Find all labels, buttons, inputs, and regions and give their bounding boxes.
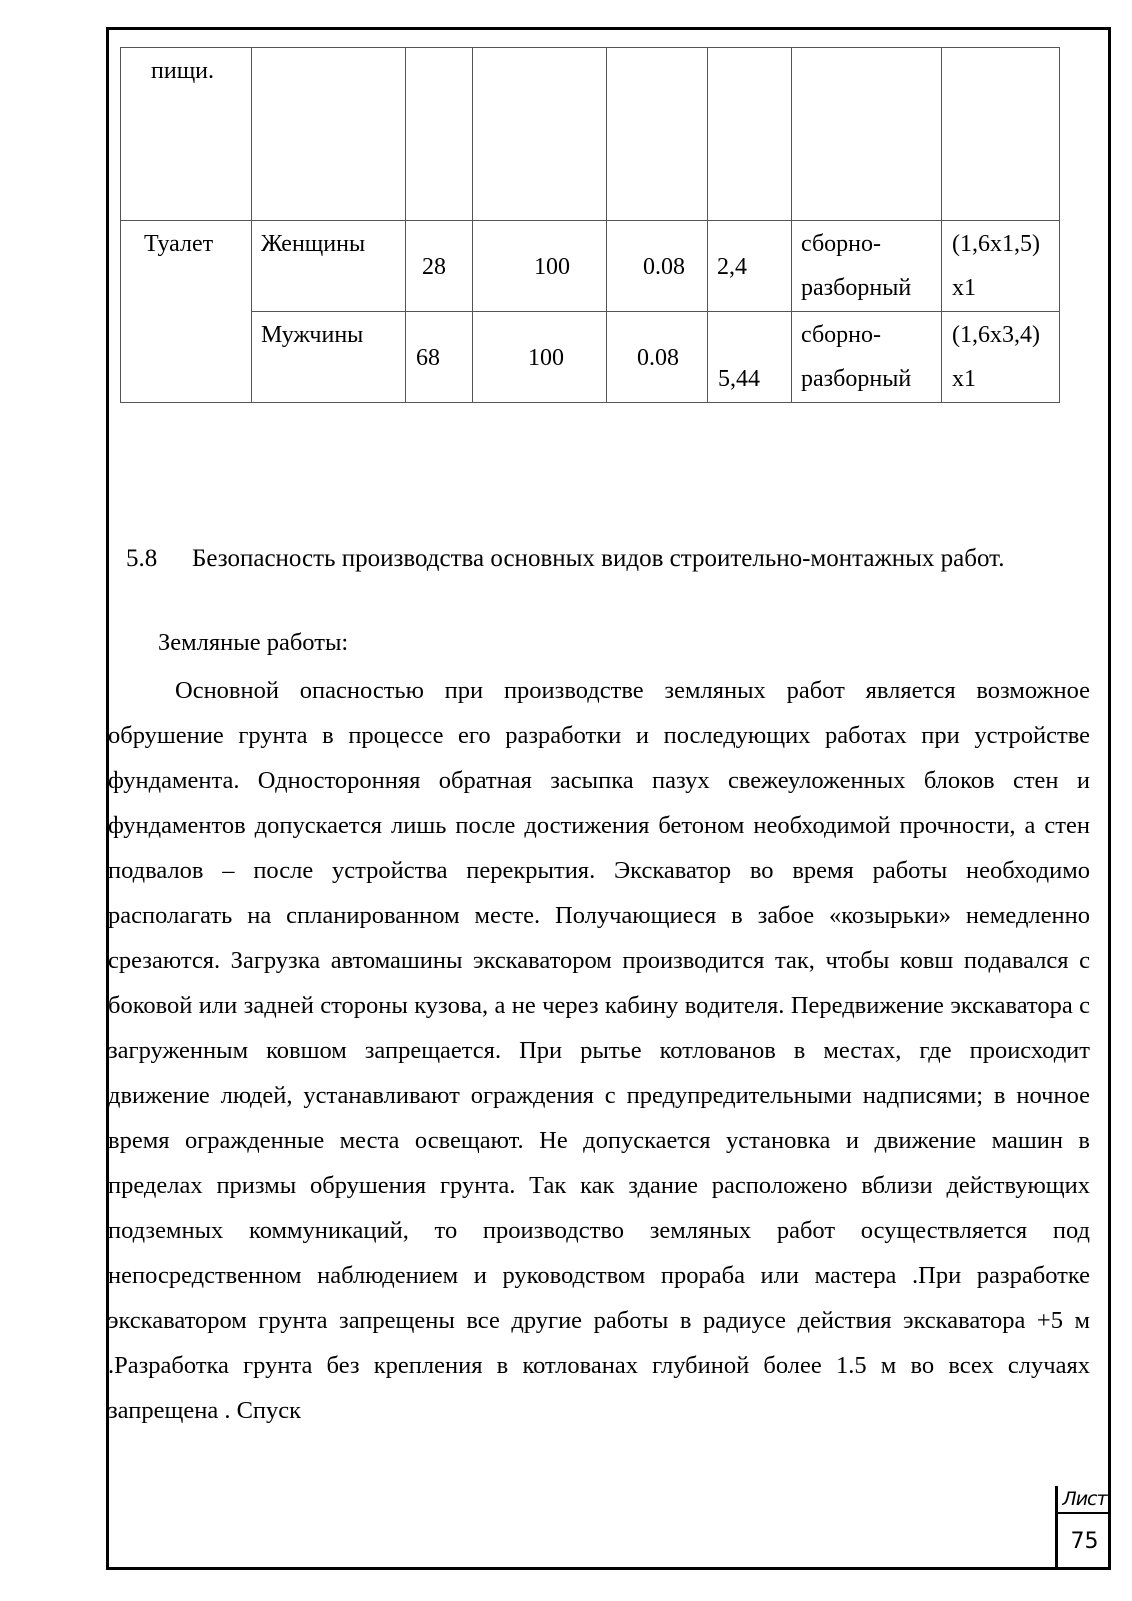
men-percent: 100	[528, 345, 564, 371]
women-area: 2,4	[717, 254, 747, 280]
women-coef: 0.08	[643, 254, 685, 280]
table-cell	[121, 221, 252, 403]
paragraph-text: Основной опасностью при производстве земляных работ является возможное обрушение грунта в процессе его разработки и последующих работах при устройстве фундамента. Односторонняя обратная засыпка пазух свежеуложенных блоков стен и фундаментов допускается лишь после достижения бетоном необходимой прочности, а стен подвалов – после устройства перекрытия. Экскаватор во время работы необходимо располагать на спланированном месте. Получающиеся в забое «козырьки» немедленно срезаются. Загрузка автомашины экскаватором производится так, чтобы ковш подавался с боковой или задней стороны кузова, а не через кабину водителя. Передвижение экскаватора с загруженным ковшом запрещается. При рытье котлованов в местах, где происходит движение людей, устанавливают ограждения с предупредительными надписями; в ночное время огражденные места освещают. Не допускается установка и движение машин в пределах призмы обрушения грунта. Так как здание расположено вблизи действующих подземных коммуникаций, то производство земляных работ осуществляется под непосредственном наблюдением и руководством прораба или мастера .При разработке экскаватором грунта запрещены все другие работы в радиусе действия экскаватора +5 м .Разработка грунта без крепления в котлованах глубиной более 1.5 м во всех случаях запрещена . Спуск	[108, 677, 1090, 1424]
women-size-line1: (1,6x1,5)	[952, 231, 1040, 257]
body-paragraph	[108, 668, 1090, 1433]
subheading: Земляные работы:	[158, 629, 349, 656]
section-title: Безопасность производства основных видов строительно-монтажных работ.	[192, 545, 1005, 572]
women-count: 28	[422, 254, 446, 280]
sheet-label: Лист	[1055, 1486, 1111, 1514]
men-size-line1: (1,6x3,4)	[952, 322, 1040, 348]
men-type-line2: разборный	[801, 366, 912, 392]
toilet-label: Туалет	[144, 231, 214, 257]
section-number: 5.8	[126, 545, 158, 572]
men-count: 68	[416, 345, 440, 371]
page-number: 75	[1055, 1514, 1111, 1570]
sheet-stamp	[1055, 1486, 1111, 1570]
women-percent: 100	[534, 254, 570, 280]
row-continuation-text: пищи.	[151, 58, 215, 84]
table-row	[121, 221, 1060, 312]
men-type-line1: сборно-	[801, 322, 881, 348]
men-coef: 0.08	[637, 345, 679, 371]
women-type-line1: сборно-	[801, 231, 881, 257]
section-heading	[126, 545, 1004, 573]
table-row	[121, 312, 1060, 403]
sanitary-table	[120, 47, 1060, 403]
table-cell	[121, 48, 252, 221]
men-label: Мужчины	[261, 322, 364, 348]
table-row	[121, 48, 1060, 221]
women-label: Женщины	[261, 231, 366, 257]
women-type-line2: разборный	[801, 275, 912, 301]
women-size-line2: x1	[952, 275, 976, 301]
men-size-line2: x1	[952, 366, 976, 392]
men-area: 5,44	[718, 366, 760, 392]
